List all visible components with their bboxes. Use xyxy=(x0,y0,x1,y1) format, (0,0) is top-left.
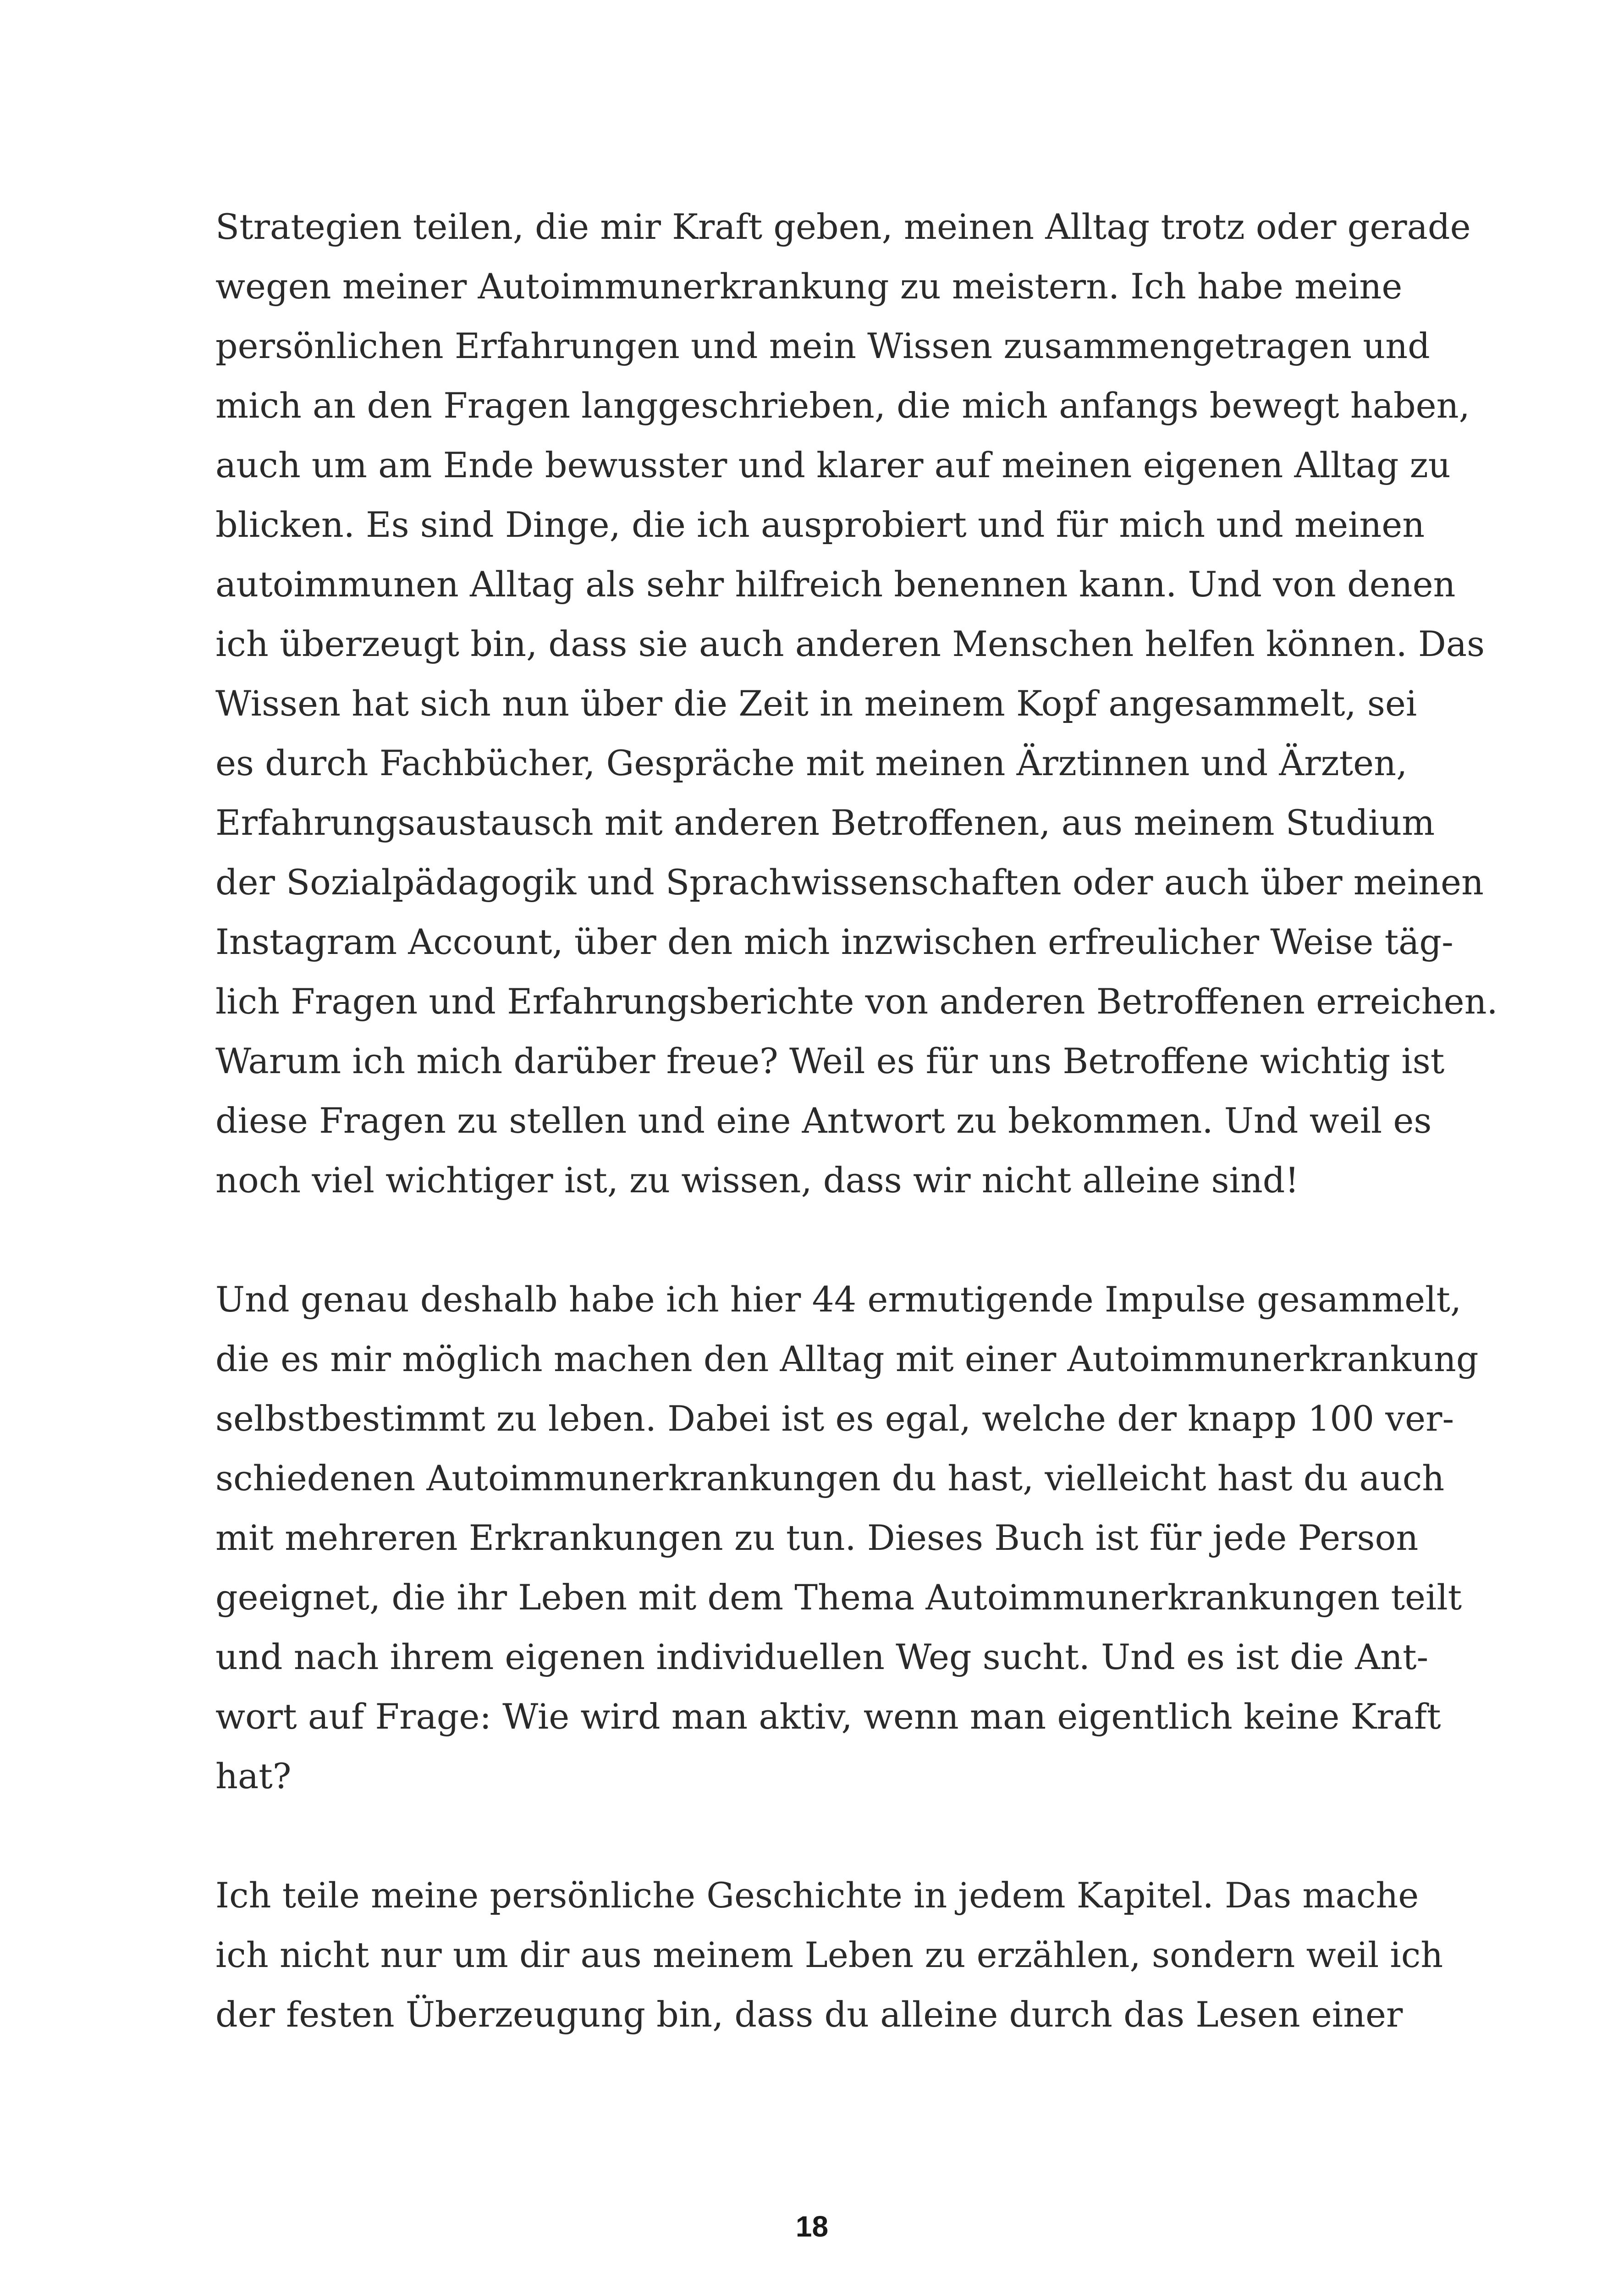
text-line: Strategien teilen, die mir Kraft geben, meinen Alltag trotz oder gerade xyxy=(215,206,1471,247)
text-line: geeignet, die ihr Leben mit dem Thema Autoimmunerkrankungen teilt xyxy=(215,1577,1462,1618)
text-line: mich an den Fragen langgeschrieben, die mich anfangs bewegt haben, xyxy=(215,385,1470,426)
text-line: blicken. Es sind Dinge, die ich ausprobiert und für mich und meinen xyxy=(215,504,1425,545)
text-line: Warum ich mich darüber freue? Weil es für uns Betroffene wichtig ist xyxy=(215,1041,1445,1081)
text-line: lich Fragen und Erfahrungsberichte von anderen Betroffenen erreichen. xyxy=(215,981,1498,1022)
text-line: wegen meiner Autoimmunerkrankung zu meistern. Ich habe meine xyxy=(215,266,1403,307)
page-number: 18 xyxy=(795,2210,829,2243)
text-line: die es mir möglich machen den Alltag mit einer Autoimmunerkrankung xyxy=(215,1339,1479,1379)
text-line: Ich teile meine persönliche Geschichte in jedem Kapitel. Das mache xyxy=(215,1875,1419,1916)
text-line: persönlichen Erfahrungen und mein Wissen zusammengetragen und xyxy=(215,325,1430,366)
text-line: Erfahrungsaustausch mit anderen Betroffenen, aus meinem Studium xyxy=(215,802,1435,843)
text-line: wort auf Frage: Wie wird man aktiv, wenn man eigentlich keine Kraft xyxy=(215,1696,1441,1737)
text-line: Instagram Account, über den mich inzwischen erfreulicher Weise täg- xyxy=(215,921,1453,962)
text-line: der festen Überzeugung bin, dass du alleine durch das Lesen einer xyxy=(215,1994,1403,2035)
text-line: der Sozialpädagogik und Sprachwissenschaften oder auch über meinen xyxy=(215,862,1484,903)
paragraph-gap xyxy=(215,1806,1371,1866)
paragraph-gap xyxy=(215,1210,1371,1270)
paragraph xyxy=(215,197,1498,1210)
text-line: diese Fragen zu stellen und eine Antwort zu bekommen. Und weil es xyxy=(215,1100,1432,1141)
text-line: ich überzeugt bin, dass sie auch anderen Menschen helfen können. Das xyxy=(215,623,1485,664)
text-line: es durch Fachbücher, Gespräche mit meinen Ärztinnen und Ärzten, xyxy=(215,743,1408,783)
paragraph xyxy=(215,1866,1443,2044)
text-line: Und genau deshalb habe ich hier 44 ermutigende Impulse gesammelt, xyxy=(215,1279,1462,1320)
text-line: und nach ihrem eigenen individuellen Weg sucht. Und es ist die Ant- xyxy=(215,1636,1429,1677)
text-line: auch um am Ende bewusster und klarer auf meinen eigenen Alltag zu xyxy=(215,445,1451,485)
text-line: schiedenen Autoimmunerkrankungen du hast, vielleicht hast du auch xyxy=(215,1458,1445,1499)
text-line: mit mehreren Erkrankungen zu tun. Dieses Buch ist für jede Person xyxy=(215,1517,1419,1558)
text-line: hat? xyxy=(215,1756,292,1796)
text-line: ich nicht nur um dir aus meinem Leben zu erzählen, sondern weil ich xyxy=(215,1934,1443,1975)
text-line: noch viel wichtiger ist, zu wissen, dass wir nicht alleine sind! xyxy=(215,1160,1299,1201)
paragraph xyxy=(215,1270,1479,1806)
text-line: Wissen hat sich nun über die Zeit in meinem Kopf angesammelt, sei xyxy=(215,683,1417,724)
text-line: autoimmunen Alltag als sehr hilfreich benennen kann. Und von denen xyxy=(215,564,1456,605)
text-line: selbstbestimmt zu leben. Dabei ist es egal, welche der knapp 100 ver- xyxy=(215,1398,1454,1439)
body-text xyxy=(215,197,1498,2044)
